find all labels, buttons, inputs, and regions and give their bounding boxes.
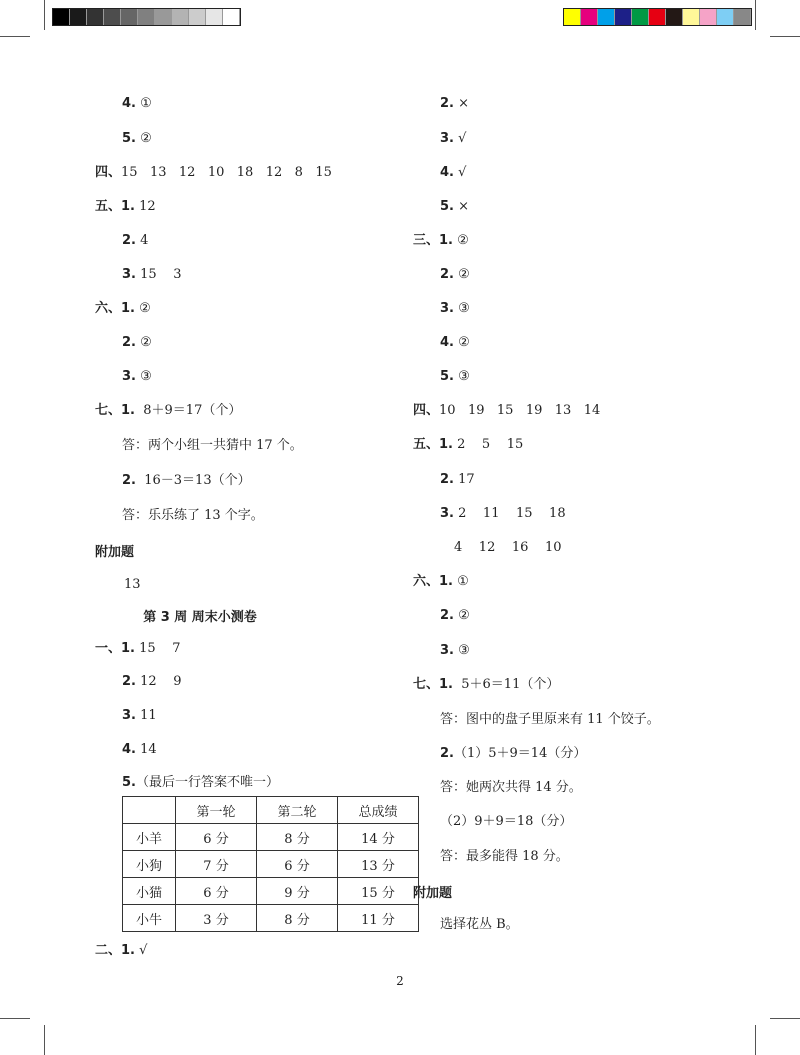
answer-line <box>95 300 151 318</box>
answer-line <box>95 942 147 960</box>
answer-line <box>122 368 152 386</box>
color-swatch <box>155 9 172 25</box>
question-section-prefix: 六、 <box>95 301 122 316</box>
table-cell: 6 分 <box>176 824 257 851</box>
answer-line <box>440 745 586 763</box>
answer-line <box>122 334 152 352</box>
question-number: 4. <box>122 742 136 757</box>
page-number: 2 <box>396 974 404 988</box>
answer-text: 选择花丛 B。 <box>440 917 519 932</box>
question-number: 2. <box>440 96 454 111</box>
question-number: 1. <box>121 199 135 214</box>
answer-line <box>95 198 156 216</box>
color-swatch <box>683 9 700 25</box>
question-number: 1. <box>439 677 453 692</box>
question-section-prefix: 三、 <box>413 233 440 248</box>
question-number: 1. <box>439 574 453 589</box>
answer-line <box>440 266 470 284</box>
table-cell: 3 分 <box>176 905 257 932</box>
question-number: 3. <box>440 131 454 146</box>
answer-text: （2）9＋9＝18（分） <box>440 814 573 829</box>
table-header-row <box>123 797 419 824</box>
answer-text: ② <box>453 267 470 282</box>
answer-line <box>413 232 469 250</box>
answer-line <box>440 711 660 729</box>
answer-text: 12 9 <box>135 674 182 689</box>
color-swatch <box>717 9 734 25</box>
answer-text: （最后一行答案不唯一） <box>135 775 279 790</box>
answer-text: 答：最多能得 18 分。 <box>440 849 569 864</box>
answer-line <box>440 164 466 182</box>
crop-mark <box>0 1018 30 1019</box>
answer-line <box>95 640 180 658</box>
question-number: 4. <box>122 96 136 111</box>
answer-text: ③ <box>135 369 152 384</box>
color-swatch <box>581 9 598 25</box>
section-title: 第 3 周 周末小测卷 <box>143 610 257 625</box>
table-cell: 7 分 <box>176 851 257 878</box>
answer-line <box>122 741 157 759</box>
question-section-prefix: 六、 <box>413 574 440 589</box>
answer-line <box>122 472 251 490</box>
question-number: 5. <box>122 131 136 146</box>
crop-mark <box>755 0 756 30</box>
answer-line <box>440 334 470 352</box>
answer-text: 15 3 <box>135 267 182 282</box>
color-swatch <box>666 9 683 25</box>
answer-line <box>440 368 470 386</box>
table-cell: 13 分 <box>338 851 419 878</box>
question-number: 2. <box>440 472 454 487</box>
answer-text: 2 5 15 <box>453 437 524 452</box>
score-table <box>122 796 419 932</box>
color-swatch <box>70 9 87 25</box>
question-section-prefix: 五、 <box>413 437 440 452</box>
answer-text: 11 <box>135 708 157 723</box>
extra-question-label-right: 附加题 <box>413 886 453 901</box>
answer-line <box>122 507 264 525</box>
answer-line <box>440 642 470 660</box>
table-row <box>123 878 419 905</box>
color-swatch <box>104 9 121 25</box>
question-number: 2. <box>440 746 454 761</box>
color-swatch <box>649 9 666 25</box>
answer-line <box>413 676 559 694</box>
color-swatch <box>734 9 751 25</box>
color-swatch <box>632 9 649 25</box>
answer-text: √ <box>453 131 467 146</box>
question-number: 2. <box>440 608 454 623</box>
answer-text: ② <box>453 233 469 248</box>
answer-text: 答：她两次共得 14 分。 <box>440 780 582 795</box>
answer-line <box>440 471 475 489</box>
answer-text: 15 13 12 10 18 12 8 15 <box>121 165 332 180</box>
color-swatch <box>53 9 70 25</box>
table-cell: 6 分 <box>257 851 338 878</box>
table-cell: 11 分 <box>338 905 419 932</box>
question-number: 3. <box>440 643 454 658</box>
answer-line <box>122 266 181 284</box>
question-section-prefix: 五、 <box>95 199 122 214</box>
question-number: 4. <box>440 165 454 180</box>
table-cell: 8 分 <box>257 905 338 932</box>
extra-question-label-left: 附加题 <box>95 545 135 560</box>
answer-text: √ <box>453 165 467 180</box>
crop-mark <box>44 0 45 30</box>
answer-text: ① <box>453 574 469 589</box>
answer-line <box>440 779 582 797</box>
answer-line <box>122 130 152 148</box>
answer-text: 5＋6＝11（个） <box>453 677 560 692</box>
question-number: 5. <box>440 369 454 384</box>
answer-line <box>440 198 469 216</box>
color-swatch <box>206 9 223 25</box>
answer-text: ① <box>135 96 152 111</box>
answer-line <box>440 848 569 866</box>
answer-line <box>122 673 181 691</box>
question-number: 5. <box>440 199 454 214</box>
answer-line <box>413 573 469 591</box>
color-swatch <box>223 9 240 25</box>
answer-text: 13 <box>124 577 141 592</box>
table-row <box>123 824 419 851</box>
table-cell: 小牛 <box>123 905 176 932</box>
answer-text: 答：图中的盘子里原来有 11 个饺子。 <box>440 712 660 727</box>
answer-line <box>413 402 600 420</box>
answer-line <box>440 95 469 113</box>
answer-line <box>413 436 523 454</box>
color-swatch <box>121 9 138 25</box>
question-number: 5. <box>122 775 136 790</box>
answer-line <box>440 300 470 318</box>
color-swatch <box>564 9 581 25</box>
crop-mark <box>44 1025 45 1055</box>
answer-line <box>122 774 279 792</box>
answer-text: 17 <box>453 472 475 487</box>
answer-line <box>122 95 152 113</box>
answer-line <box>454 539 562 557</box>
answer-line <box>124 576 141 594</box>
question-number: 1. <box>121 943 135 958</box>
question-number: 2. <box>122 674 136 689</box>
table-header-cell: 第一轮 <box>176 797 257 824</box>
question-number: 3. <box>122 369 136 384</box>
table-cell: 小猫 <box>123 878 176 905</box>
answer-text: √ <box>135 943 148 958</box>
table-cell: 6 分 <box>176 878 257 905</box>
crop-mark <box>755 1025 756 1055</box>
answer-text: ③ <box>453 643 470 658</box>
color-swatch <box>700 9 717 25</box>
question-number: 1. <box>439 233 453 248</box>
answer-text: 12 <box>135 199 156 214</box>
answer-line <box>440 505 566 523</box>
question-section-prefix: 七、 <box>95 403 122 418</box>
grayscale-bar <box>52 8 241 26</box>
answer-text: × <box>453 199 470 214</box>
table-header-cell: 第二轮 <box>257 797 338 824</box>
question-number: 1. <box>121 301 135 316</box>
crop-mark <box>770 36 800 37</box>
answer-line <box>122 232 148 250</box>
answer-text: 15 7 <box>135 641 181 656</box>
question-number: 1. <box>121 403 135 418</box>
answer-text: × <box>453 96 470 111</box>
color-swatch <box>138 9 155 25</box>
table-cell: 9 分 <box>257 878 338 905</box>
table-cell: 小羊 <box>123 824 176 851</box>
answer-line <box>440 813 572 831</box>
question-section-prefix: 二、 <box>95 943 122 958</box>
table-cell: 小狗 <box>123 851 176 878</box>
color-swatch <box>87 9 104 25</box>
question-number: 2. <box>122 473 136 488</box>
question-number: 3. <box>440 301 454 316</box>
table-cell: 8 分 <box>257 824 338 851</box>
answer-text: ② <box>453 608 470 623</box>
question-number: 2. <box>122 335 136 350</box>
answer-line <box>440 607 470 625</box>
answer-text: 14 <box>135 742 157 757</box>
crop-mark <box>770 1018 800 1019</box>
answer-text: ② <box>135 335 152 350</box>
question-section-prefix: 七、 <box>413 677 440 692</box>
answer-text: ② <box>135 301 151 316</box>
answer-line <box>95 164 332 182</box>
answer-text: 4 <box>135 233 149 248</box>
table-header-cell: 总成绩 <box>338 797 419 824</box>
answer-line <box>440 916 519 934</box>
answer-text: 2 11 15 18 <box>453 506 566 521</box>
answer-text: 10 19 15 19 13 14 <box>439 403 601 418</box>
answer-text: 4 12 16 10 <box>454 540 562 555</box>
answer-line <box>440 130 466 148</box>
table-row <box>123 905 419 932</box>
question-number: 3. <box>122 708 136 723</box>
answer-text: ② <box>135 131 152 146</box>
question-number: 1. <box>121 641 135 656</box>
answer-line <box>122 437 303 455</box>
answer-text: 8＋9＝17（个） <box>135 403 242 418</box>
question-number: 2. <box>122 233 136 248</box>
color-swatch <box>615 9 632 25</box>
table-cell: 15 分 <box>338 878 419 905</box>
table-header-cell <box>123 797 176 824</box>
answer-text: （1）5＋9＝14（分） <box>453 746 587 761</box>
question-number: 3. <box>440 506 454 521</box>
color-swatch <box>598 9 615 25</box>
table-cell: 14 分 <box>338 824 419 851</box>
crop-mark <box>0 36 30 37</box>
answer-text: ② <box>453 335 470 350</box>
question-number: 4. <box>440 335 454 350</box>
answer-text: 答：两个小组一共猜中 17 个。 <box>122 438 303 453</box>
answer-text: ③ <box>453 301 470 316</box>
color-bar <box>563 8 752 26</box>
question-section-prefix: 四、 <box>413 403 440 418</box>
color-swatch <box>189 9 206 25</box>
answer-text: 16－3＝13（个） <box>135 473 251 488</box>
answer-line <box>95 402 241 420</box>
question-number: 2. <box>440 267 454 282</box>
color-swatch <box>172 9 189 25</box>
question-section-prefix: 四、 <box>95 165 122 180</box>
answer-line <box>122 707 157 725</box>
question-number: 3. <box>122 267 136 282</box>
question-number: 1. <box>439 437 453 452</box>
table-row <box>123 851 419 878</box>
answer-text: ③ <box>453 369 470 384</box>
question-section-prefix: 一、 <box>95 641 122 656</box>
answer-text: 答：乐乐练了 13 个字。 <box>122 508 264 523</box>
